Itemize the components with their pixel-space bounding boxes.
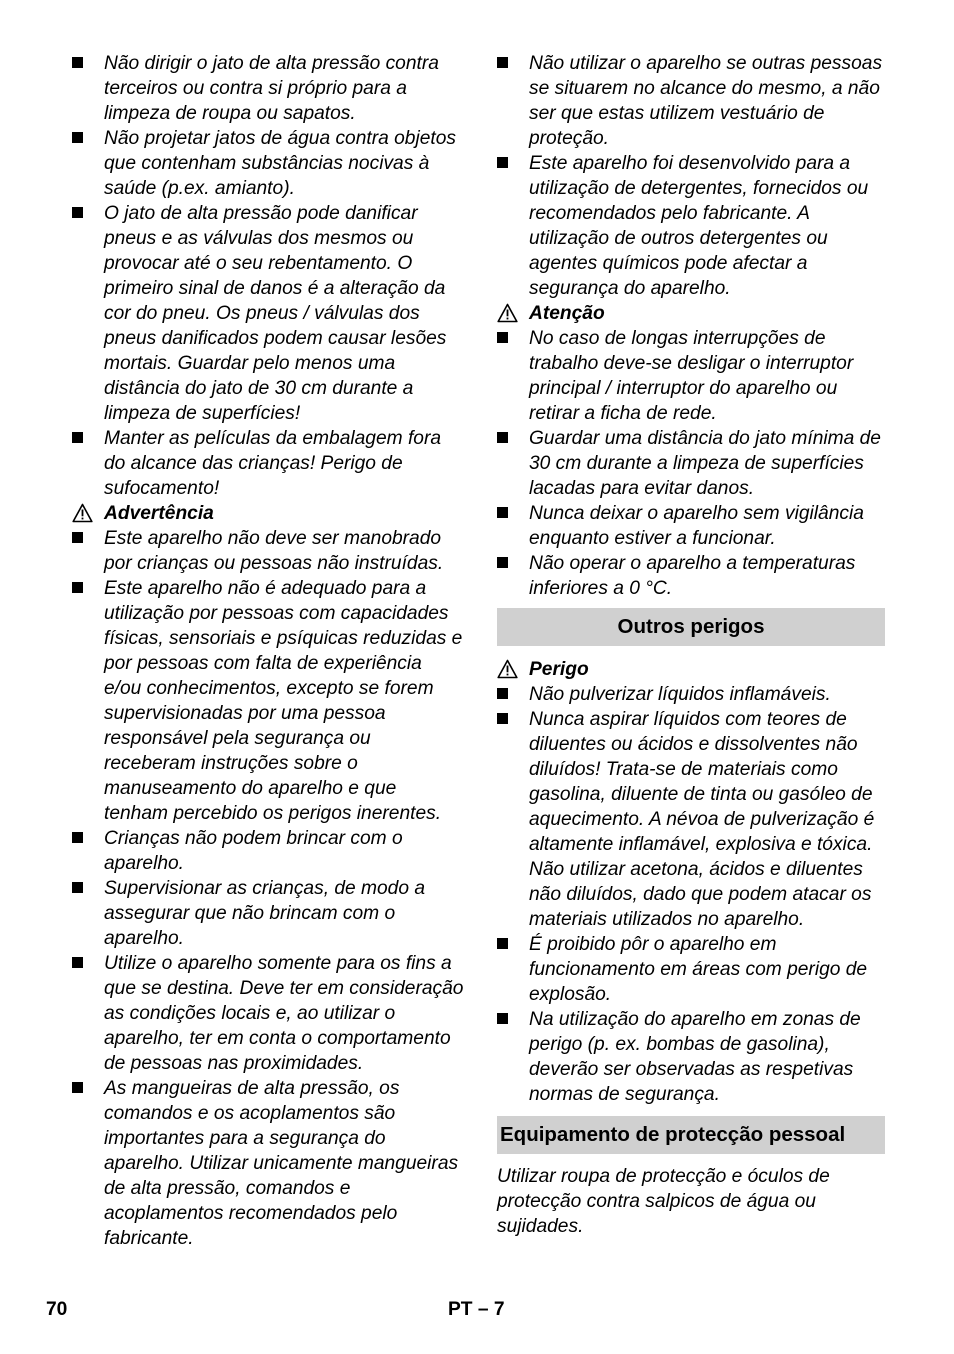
bullet-item bbox=[72, 126, 464, 201]
square-bullet-icon bbox=[497, 938, 508, 949]
square-bullet-icon bbox=[72, 432, 83, 443]
bullet-item bbox=[497, 151, 885, 301]
square-bullet-icon bbox=[497, 507, 508, 518]
bullet-text: Na utilização do aparelho em zonas de perigo (p. ex. bombas de gasolina), deverão ser observadas as respetivas normas de segurança. bbox=[529, 1009, 861, 1105]
bullet-item bbox=[497, 426, 885, 501]
bullet-text: Este aparelho não deve ser manobrado por crianças ou pessoas não instruídas. bbox=[104, 528, 444, 574]
bullet-item bbox=[497, 551, 885, 601]
square-bullet-icon bbox=[497, 1013, 508, 1024]
warning-text: Atenção bbox=[529, 303, 605, 324]
square-bullet-icon bbox=[72, 582, 83, 593]
bullet-item bbox=[72, 1076, 464, 1251]
page-label: PT – 7 bbox=[448, 1299, 505, 1320]
bullet-item bbox=[72, 826, 464, 876]
square-bullet-icon bbox=[72, 532, 83, 543]
square-bullet-icon bbox=[72, 1082, 83, 1093]
section-heading: Outros perigos bbox=[497, 608, 885, 646]
square-bullet-icon bbox=[497, 557, 508, 568]
warning-text: Advertência bbox=[104, 503, 214, 524]
square-bullet-icon bbox=[497, 688, 508, 699]
warning-triangle-icon bbox=[497, 303, 518, 323]
square-bullet-icon bbox=[72, 957, 83, 968]
warning-label bbox=[497, 301, 885, 326]
square-bullet-icon bbox=[497, 713, 508, 724]
bullet-text: Utilize o aparelho somente para os fins a que se destina. Deve ter em consideração as condições locais e, ao utilizar o aparelho, ter em conta o comportamento de pessoas nas proximidades. bbox=[104, 953, 464, 1074]
paragraph: Utilizar roupa de protecção e óculos de protecção contra salpicos de água ou sujidades. bbox=[497, 1166, 830, 1237]
bullet-text: Nunca deixar o aparelho sem vigilância enquanto estiver a funcionar. bbox=[529, 503, 864, 549]
bullet-text: Não operar o aparelho a temperaturas inferiores a 0 °C. bbox=[529, 553, 856, 599]
bullet-item bbox=[72, 576, 464, 826]
section-heading: Equipamento de protecção pessoal bbox=[497, 1116, 885, 1154]
square-bullet-icon bbox=[72, 57, 83, 68]
bullet-item bbox=[497, 326, 885, 426]
square-bullet-icon bbox=[72, 132, 83, 143]
square-bullet-icon bbox=[72, 207, 83, 218]
warning-text: Perigo bbox=[529, 659, 589, 680]
bullet-text: É proibido pôr o aparelho em funcionamento em áreas com perigo de explosão. bbox=[529, 934, 868, 1005]
bullet-text: Este aparelho foi desenvolvido para a utilização de detergentes, fornecidos ou recomendados pelo fabricante. A utilização de outros detergentes ou agentes químicos pode afectar a segurança do aparelho. bbox=[529, 153, 869, 299]
bullet-text: No caso de longas interrupções de trabalho deve-se desligar o interruptor principal / interruptor do aparelho ou retirar a ficha de rede. bbox=[529, 328, 854, 424]
square-bullet-icon bbox=[497, 332, 508, 343]
bullet-item bbox=[72, 876, 464, 951]
bullet-text: O jato de alta pressão pode danificar pneus e as válvulas dos mesmos ou provocar até o seu rebentamento. O primeiro sinal de danos é a alteração da cor do pneu. Os pneus / válvulas dos pneus danificados podem causar lesões mortais. Guardar pelo menos uma distância do jato de 30 cm durante a limpeza de superfícies! bbox=[104, 203, 447, 424]
warning-label bbox=[72, 501, 464, 526]
bullet-item bbox=[72, 526, 464, 576]
warning-triangle-icon bbox=[72, 503, 93, 523]
bullet-text: Manter as películas da embalagem fora do alcance das crianças! Perigo de sufocamento! bbox=[104, 428, 442, 499]
bullet-text: Não dirigir o jato de alta pressão contra terceiros ou contra si próprio para a limpeza de roupa ou sapatos. bbox=[104, 53, 439, 124]
bullet-text: As mangueiras de alta pressão, os comandos e os acoplamentos são importantes para a segurança do aparelho. Utilizar unicamente mangueiras de alta pressão, comandos e acoplamentos recomendados pelo fabricante. bbox=[104, 1078, 459, 1249]
bullet-item bbox=[497, 1007, 885, 1107]
bullet-item bbox=[72, 51, 464, 126]
square-bullet-icon bbox=[497, 432, 508, 443]
bullet-text: Guardar uma distância do jato mínima de 30 cm durante a limpeza de superfícies lacadas para evitar danos. bbox=[529, 428, 881, 499]
bullet-item bbox=[497, 932, 885, 1007]
square-bullet-icon bbox=[72, 882, 83, 893]
bullet-item bbox=[72, 426, 464, 501]
bullet-text: Crianças não podem brincar com o aparelho. bbox=[104, 828, 403, 874]
square-bullet-icon bbox=[497, 57, 508, 68]
bullet-text: Não projetar jatos de água contra objetos que contenham substâncias nocivas à saúde (p.ex. amianto). bbox=[104, 128, 456, 199]
warning-triangle-icon bbox=[497, 659, 518, 679]
bullet-item bbox=[497, 682, 885, 707]
bullet-text: Este aparelho não é adequado para a utilização por pessoas com capacidades físicas, sensoriais e psíquicas reduzidas e por pessoas com falta de experiência e/ou conhecimentos, excepto se forem supervisionadas por uma pessoa responsável pela segurança ou receberam instruções sobre o manuseamento do aparelho e que tenham percebido os perigos inerentes. bbox=[104, 578, 463, 824]
bullet-text: Não utilizar o aparelho se outras pessoas se situarem no alcance do mesmo, a não ser que estas utilizem vestuário de proteção. bbox=[529, 53, 883, 149]
square-bullet-icon bbox=[72, 832, 83, 843]
bullet-item bbox=[72, 951, 464, 1076]
left-column bbox=[72, 51, 464, 1251]
warning-label bbox=[497, 657, 885, 682]
bullet-item bbox=[497, 501, 885, 551]
bullet-item bbox=[497, 51, 885, 151]
bullet-text: Não pulverizar líquidos inflamáveis. bbox=[529, 684, 831, 705]
square-bullet-icon bbox=[497, 157, 508, 168]
bullet-text: Supervisionar as crianças, de modo a assegurar que não brincam com o aparelho. bbox=[104, 878, 426, 949]
bullet-item bbox=[72, 201, 464, 426]
right-column bbox=[497, 51, 885, 1239]
bullet-item bbox=[497, 707, 885, 932]
bullet-text: Nunca aspirar líquidos com teores de diluentes ou ácidos e dissolventes não diluídos! Trata-se de materiais como gasolina, diluente de tinta ou gasóleo de aquecimento. A névoa de pulverização é altamente inflamável, explosiva e tóxica. Não utilizar acetona, ácidos e diluentes não diluídos, dado que podem atacar os materiais utilizados no aparelho. bbox=[529, 709, 875, 930]
page-number: 70 bbox=[46, 1299, 68, 1320]
